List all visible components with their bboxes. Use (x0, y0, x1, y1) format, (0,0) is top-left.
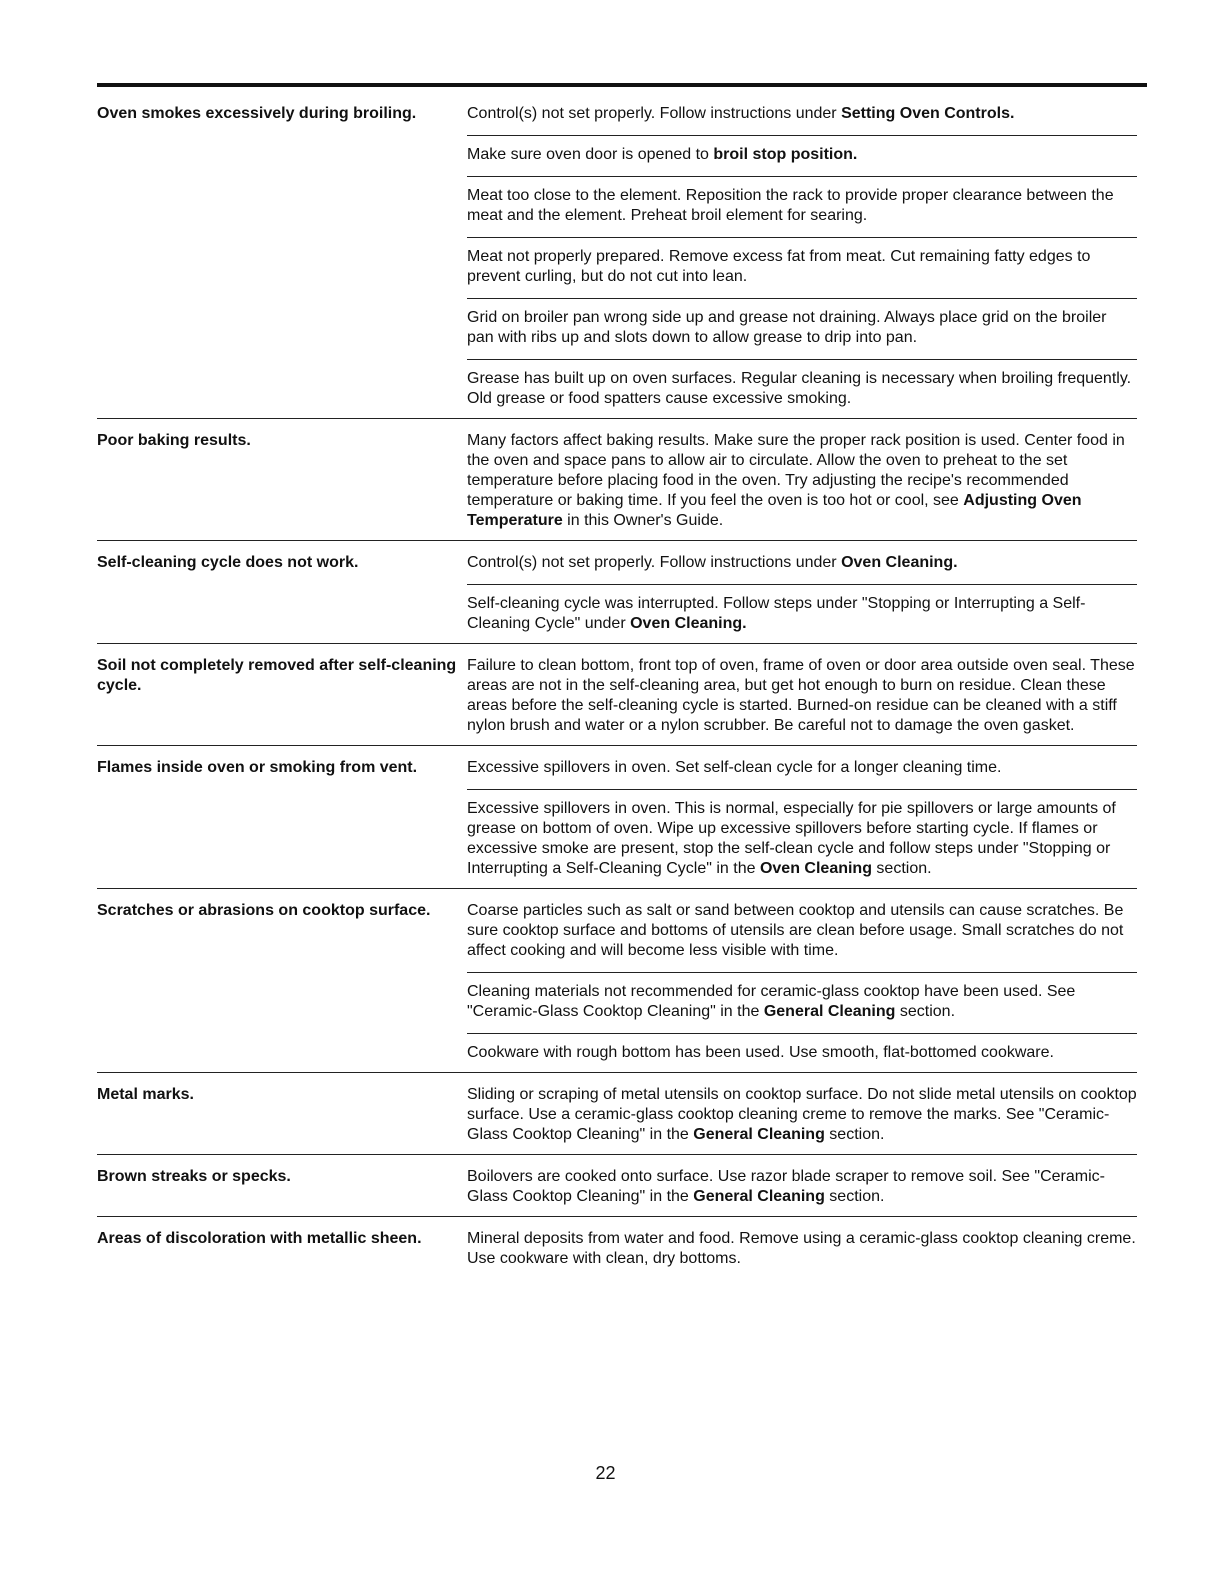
problem-label: Areas of discoloration with metallic sheen. (97, 1230, 422, 1247)
solution-text (467, 1085, 1137, 1145)
bold-reference: General Cleaning (763, 1003, 896, 1020)
solution-text (467, 972, 1137, 1022)
text-segment: Control(s) not set properly. Follow instructions under (467, 554, 842, 571)
problem-label: Brown streaks or specks. (97, 1168, 291, 1185)
problem-label: Soil not completely removed after self-cleaning cycle. (97, 657, 457, 694)
bold-reference: Oven Cleaning (759, 860, 872, 877)
text-segment: Meat not properly prepared. Remove excess fat from meat. Cut remaining fatty edges to prevent curling, but do not cut into lean. (467, 248, 1091, 285)
solution-text (467, 1033, 1137, 1063)
solution-text (467, 789, 1137, 879)
solution-text (467, 176, 1137, 226)
text-segment: section. (871, 860, 932, 877)
problem-row (97, 104, 1137, 409)
text-segment: Self-cleaning cycle was interrupted. Follow steps under "Stopping or Interrupting a Self-Cleaning Cycle" under (467, 595, 1086, 632)
text-segment: in this Owner's Guide. (562, 512, 724, 529)
text-segment: section. (895, 1003, 956, 1020)
problem-label: Scratches or abrasions on cooktop surface. (97, 902, 431, 919)
solution-text (467, 104, 1137, 124)
text-segment: Meat too close to the element. Reposition the rack to provide proper clearance between the meat and the element. Preheat broil element for searing. (467, 187, 1114, 224)
page-number: 22 (595, 1463, 616, 1483)
solution-text (467, 1167, 1137, 1207)
solution-text (467, 1229, 1137, 1269)
solutions-list (467, 431, 1137, 531)
problem-label: Oven smokes excessively during broiling. (97, 105, 417, 122)
problem-row (97, 888, 1137, 1063)
problem-row (97, 540, 1137, 634)
problem-row (97, 1216, 1137, 1269)
top-rule (97, 83, 1147, 87)
problem-row (97, 418, 1137, 531)
text-segment: Boilovers are cooked onto surface. Use razor blade scraper to remove soil. See "Ceramic-Glass Cooktop Cleaning" in the (467, 1168, 1105, 1205)
solution-text (467, 359, 1137, 409)
bold-reference: General Cleaning (693, 1188, 825, 1205)
bold-reference: General Cleaning (693, 1126, 825, 1143)
problem-label: Poor baking results. (97, 432, 251, 449)
solutions-list (467, 758, 1137, 879)
problem-row (97, 1154, 1137, 1207)
text-segment: Excessive spillovers in oven. Set self-clean cycle for a longer cleaning time. (467, 759, 1002, 776)
text-segment: Mineral deposits from water and food. Remove using a ceramic-glass cooktop cleaning creme. Use cookware with clean, dry bottoms. (467, 1230, 1136, 1267)
text-segment: Failure to clean bottom, front top of oven, frame of oven or door area outside oven seal. These areas are not in the self-cleaning area, but get hot enough to burn on residue. Clean these areas before the self-cleaning cycle is started. Burned-on residue can be cleaned with a stiff nylon brush and water or a nylon scrubber. Be careful not to damage the oven gasket. (467, 657, 1135, 734)
text-segment: section. (824, 1126, 885, 1143)
text-segment: Coarse particles such as salt or sand between cooktop and utensils can cause scratches. Be sure cooktop surface and bottoms of utensils are clean before usage. Small scratches do not affect cooking and will become less visible with time. (467, 902, 1124, 959)
solutions-list (467, 553, 1137, 634)
text-segment: Make sure oven door is opened to (467, 146, 714, 163)
solutions-list (467, 104, 1137, 409)
text-segment: Grid on broiler pan wrong side up and grease not draining. Always place grid on the broiler pan with ribs up and slots down to allow grease to drip into pan. (467, 309, 1107, 346)
problem-label: Flames inside oven or smoking from vent. (97, 759, 418, 776)
solution-text (467, 656, 1137, 736)
solution-text (467, 901, 1137, 961)
solution-text (467, 298, 1137, 348)
text-segment: Sliding or scraping of metal utensils on cooktop surface. Do not slide metal utensils on cooktop surface. Use a ceramic-glass cooktop cleaning creme to remove the marks. See "Ceramic-Glass Cooktop Cleaning" in the (467, 1086, 1137, 1143)
solution-text (467, 237, 1137, 287)
problem-row (97, 745, 1137, 879)
solutions-list (467, 901, 1137, 1063)
problem-row (97, 643, 1137, 736)
problem-label: Self-cleaning cycle does not work. (97, 554, 359, 571)
solutions-list (467, 1229, 1137, 1269)
bold-reference: broil stop position. (713, 146, 858, 163)
text-segment: section. (824, 1188, 885, 1205)
solution-text (467, 431, 1137, 531)
solution-text (467, 758, 1137, 778)
text-segment: Cookware with rough bottom has been used. Use smooth, flat-bottomed cookware. (467, 1044, 1054, 1061)
bold-reference: Adjusting Oven Temperature (467, 492, 1082, 529)
text-segment: Cleaning materials not recommended for ceramic-glass cooktop have been used. See "Ceramic-Glass Cooktop Cleaning" in the (467, 983, 1076, 1020)
text-segment: Control(s) not set properly. Follow instructions under (467, 105, 842, 122)
solution-text (467, 584, 1137, 634)
text-segment: Grease has built up on oven surfaces. Regular cleaning is necessary when broiling frequently. Old grease or food spatters cause excessive smoking. (467, 370, 1132, 407)
bold-reference: Oven Cleaning. (630, 615, 747, 632)
bold-reference: Setting Oven Controls. (841, 105, 1015, 122)
text-segment: Excessive spillovers in oven. This is normal, especially for pie spillovers or large amounts of grease on bottom of oven. Wipe up excessive spillovers before starting cycle. If flames or excessive smoke are present, stop the self-clean cycle and follow steps under "Stopping or Interrupting a Self-Cleaning Cycle" in the (467, 800, 1116, 877)
solutions-list (467, 656, 1137, 736)
troubleshooting-table (97, 104, 1137, 1269)
solutions-list (467, 1167, 1137, 1207)
problem-label: Metal marks. (97, 1086, 194, 1103)
solution-text (467, 553, 1137, 573)
text-segment: Many factors affect baking results. Make sure the proper rack position is used. Center food in the oven and space pans to allow air to circulate. Allow the oven to preheat to the set temperature before placing food in the oven. Try adjusting the recipe's recommended temperature or baking time. If you feel the oven is too hot or cool, see (467, 432, 1125, 509)
solution-text (467, 135, 1137, 165)
solutions-list (467, 1085, 1137, 1145)
problem-row (97, 1072, 1137, 1145)
bold-reference: Oven Cleaning. (841, 554, 958, 571)
